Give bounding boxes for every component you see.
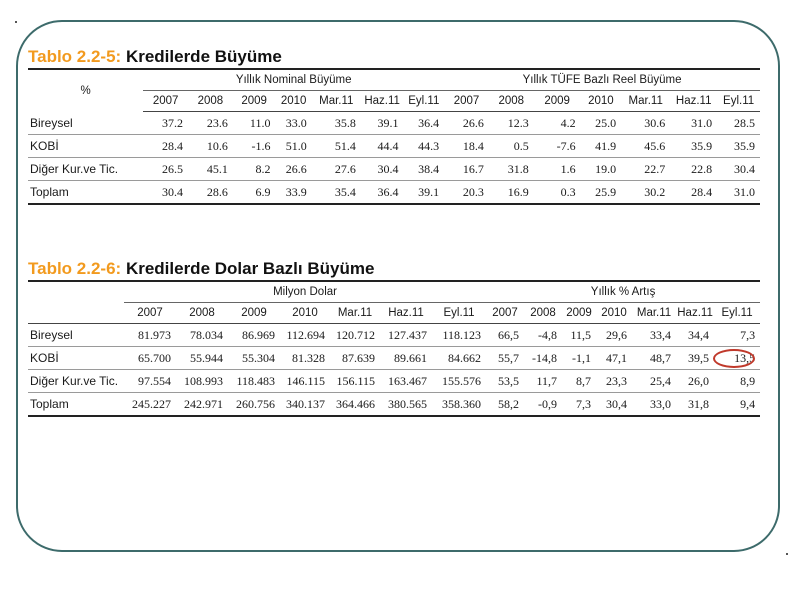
table-cell: 380.565: [380, 393, 432, 417]
table-cell: 10.6: [188, 135, 233, 158]
table-cell: 19.0: [581, 158, 622, 181]
table-cell: 146.115: [280, 370, 330, 393]
column-header: 2007: [124, 303, 176, 324]
table-cell: -1,1: [562, 347, 596, 370]
table-row: [28, 135, 760, 158]
table-cell: 30.6: [621, 112, 670, 135]
row-label: Toplam: [28, 393, 124, 417]
table-cell: 364.466: [330, 393, 380, 417]
corner-label: %: [80, 84, 91, 97]
table-cell: 26.5: [143, 158, 188, 181]
table-row: [28, 112, 760, 135]
table-cell: 30.4: [361, 158, 404, 181]
table-cell: 26.6: [444, 112, 489, 135]
table-cell: 9,4: [714, 393, 760, 417]
corner-dot: [786, 553, 788, 555]
row-label: KOBİ: [28, 135, 143, 158]
column-header: 2010: [280, 303, 330, 324]
table-cell: 39,5: [676, 347, 714, 370]
credit-growth-table: [28, 68, 760, 205]
corner-dot: [15, 21, 17, 23]
row-label: KOBİ: [28, 347, 124, 370]
column-header: 2009: [233, 91, 276, 112]
table-row: [28, 370, 760, 393]
row-label: Toplam: [28, 181, 143, 205]
table-title: [28, 258, 760, 280]
table-cell: 81.328: [280, 347, 330, 370]
table-row: [28, 158, 760, 181]
table-row: [28, 324, 760, 347]
table-cell: 30.2: [621, 181, 670, 205]
table-cell: 35.8: [312, 112, 361, 135]
table-cell: 358.360: [432, 393, 486, 417]
table-cell: 35.9: [670, 135, 717, 158]
table-cell: 260.756: [228, 393, 280, 417]
table-cell: 112.694: [280, 324, 330, 347]
table-row: [28, 347, 760, 370]
table-cell: 23,3: [596, 370, 632, 393]
column-header-row: [28, 303, 760, 324]
table-cell: 51.0: [275, 135, 311, 158]
table-cell: 30.4: [143, 181, 188, 205]
table-cell: 44.3: [403, 135, 444, 158]
highlighted-cell: 13,5: [714, 347, 760, 370]
table-cell: 36.4: [361, 181, 404, 205]
table-cell: 340.137: [280, 393, 330, 417]
table-cell: 1.6: [534, 158, 581, 181]
table-cell: 39.1: [403, 181, 444, 205]
table-cell: 118.483: [228, 370, 280, 393]
table-cell: 16.7: [444, 158, 489, 181]
table-cell: 7,3: [714, 324, 760, 347]
table-cell: 28.4: [143, 135, 188, 158]
table-cell: 242.971: [176, 393, 228, 417]
column-header: 2007: [444, 91, 489, 112]
column-header: 2009: [534, 91, 581, 112]
column-header: 2010: [596, 303, 632, 324]
table-cell: 48,7: [632, 347, 676, 370]
table-row: [28, 393, 760, 417]
table-cell: 7,3: [562, 393, 596, 417]
table-cell: 41.9: [581, 135, 622, 158]
table-cell: 26.6: [275, 158, 311, 181]
table-cell: 28.4: [670, 181, 717, 205]
table-panel-1: [28, 46, 760, 205]
table-cell: 31.0: [670, 112, 717, 135]
column-group-header: Yıllık % Artış: [486, 281, 760, 303]
table-name: Kredilerde Dolar Bazlı Büyüme: [125, 259, 375, 278]
column-group-header: Yıllık Nominal Büyüme: [143, 69, 444, 91]
table-name: Kredilerde Büyüme: [125, 47, 282, 66]
column-header: Haz.11: [361, 91, 404, 112]
table-cell: 31.0: [717, 181, 760, 205]
table-cell: 127.437: [380, 324, 432, 347]
table-cell: 25,4: [632, 370, 676, 393]
column-header: 2009: [228, 303, 280, 324]
column-header: 2007: [486, 303, 524, 324]
table-cell: 156.115: [330, 370, 380, 393]
row-label: Diğer Kur.ve Tic.: [28, 370, 124, 393]
table-cell: 55,7: [486, 347, 524, 370]
table-cell: 163.467: [380, 370, 432, 393]
table-cell: 84.662: [432, 347, 486, 370]
table-cell: -7.6: [534, 135, 581, 158]
table-cell: 20.3: [444, 181, 489, 205]
table-cell: 12.3: [489, 112, 534, 135]
table-cell: 29,6: [596, 324, 632, 347]
table-cell: 0.3: [534, 181, 581, 205]
table-cell: 28.5: [717, 112, 760, 135]
table-cell: 22.8: [670, 158, 717, 181]
group-header-row: [28, 69, 760, 91]
column-header: Mar.11: [621, 91, 670, 112]
table-cell: 30,4: [596, 393, 632, 417]
table-cell: 25.0: [581, 112, 622, 135]
row-label: Diğer Kur.ve Tic.: [28, 158, 143, 181]
table-cell: 0.5: [489, 135, 534, 158]
table-cell: 65.700: [124, 347, 176, 370]
table-cell: 37.2: [143, 112, 188, 135]
table-cell: 81.973: [124, 324, 176, 347]
column-header: Mar.11: [330, 303, 380, 324]
column-header: 2008: [524, 303, 562, 324]
table-title: [28, 46, 760, 68]
table-cell: 6.9: [233, 181, 276, 205]
table-cell: 33.9: [275, 181, 311, 205]
table-cell: 26,0: [676, 370, 714, 393]
table-cell: 31,8: [676, 393, 714, 417]
table-panel-2: [28, 258, 760, 417]
column-header: 2009: [562, 303, 596, 324]
table-cell: 87.639: [330, 347, 380, 370]
table-cell: 33,4: [632, 324, 676, 347]
table-cell: 22.7: [621, 158, 670, 181]
column-group-header: Yıllık TÜFE Bazlı Reel Büyüme: [444, 69, 760, 91]
column-header: Mar.11: [632, 303, 676, 324]
table-cell: 36.4: [403, 112, 444, 135]
table-number: Tablo 2.2-5:: [28, 47, 122, 66]
column-header: Eyl.11: [403, 91, 444, 112]
table-cell: 38.4: [403, 158, 444, 181]
table-cell: 11,7: [524, 370, 562, 393]
table-row: [28, 181, 760, 205]
column-header: 2008: [489, 91, 534, 112]
row-label: Bireysel: [28, 324, 124, 347]
table-cell: 53,5: [486, 370, 524, 393]
column-header: 2010: [275, 91, 311, 112]
table-cell: 33.0: [275, 112, 311, 135]
column-group-header: Milyon Dolar: [124, 281, 486, 303]
empty-corner: [28, 281, 124, 303]
column-header: Eyl.11: [714, 303, 760, 324]
column-header: Mar.11: [312, 91, 361, 112]
table-cell: 25.9: [581, 181, 622, 205]
table-cell: -1.6: [233, 135, 276, 158]
table-cell: 44.4: [361, 135, 404, 158]
table-cell: 23.6: [188, 112, 233, 135]
table-cell: 35.9: [717, 135, 760, 158]
table-cell: 58,2: [486, 393, 524, 417]
table-cell: 45.1: [188, 158, 233, 181]
table-cell: 51.4: [312, 135, 361, 158]
column-header: 2008: [176, 303, 228, 324]
table-cell: 66,5: [486, 324, 524, 347]
column-header: Haz.11: [380, 303, 432, 324]
table-cell: 28.6: [188, 181, 233, 205]
table-cell: -0,9: [524, 393, 562, 417]
dollar-based-growth-table: [28, 280, 760, 417]
table-cell: 45.6: [621, 135, 670, 158]
table-cell: 33,0: [632, 393, 676, 417]
table-cell: 30.4: [717, 158, 760, 181]
row-label: Bireysel: [28, 112, 143, 135]
table-cell: 16.9: [489, 181, 534, 205]
table-cell: 78.034: [176, 324, 228, 347]
table-cell: 120.712: [330, 324, 380, 347]
column-header: Haz.11: [670, 91, 717, 112]
table-cell: -14,8: [524, 347, 562, 370]
table-cell: 118.123: [432, 324, 486, 347]
table-number: Tablo 2.2-6:: [28, 259, 122, 278]
table-cell: 47,1: [596, 347, 632, 370]
column-header: 2008: [188, 91, 233, 112]
table-cell: 8,9: [714, 370, 760, 393]
column-header: Eyl.11: [432, 303, 486, 324]
table-cell: -4,8: [524, 324, 562, 347]
table-cell: 18.4: [444, 135, 489, 158]
table-cell: 4.2: [534, 112, 581, 135]
empty-corner: [28, 303, 124, 324]
table-cell: 34,4: [676, 324, 714, 347]
table-cell: 35.4: [312, 181, 361, 205]
table-cell: 55.304: [228, 347, 280, 370]
table-cell: 8,7: [562, 370, 596, 393]
table-cell: 86.969: [228, 324, 280, 347]
table-cell: 27.6: [312, 158, 361, 181]
table-cell: 11.0: [233, 112, 276, 135]
table-cell: 97.554: [124, 370, 176, 393]
column-header: Haz.11: [676, 303, 714, 324]
table-cell: 155.576: [432, 370, 486, 393]
group-header-row: [28, 281, 760, 303]
table-cell: 31.8: [489, 158, 534, 181]
table-cell: 8.2: [233, 158, 276, 181]
column-header: 2010: [581, 91, 622, 112]
table-cell: 55.944: [176, 347, 228, 370]
table-cell: 89.661: [380, 347, 432, 370]
table-cell: 108.993: [176, 370, 228, 393]
column-header: Eyl.11: [717, 91, 760, 112]
column-header: 2007: [143, 91, 188, 112]
table-cell: 39.1: [361, 112, 404, 135]
table-cell: 11,5: [562, 324, 596, 347]
table-cell: 245.227: [124, 393, 176, 417]
